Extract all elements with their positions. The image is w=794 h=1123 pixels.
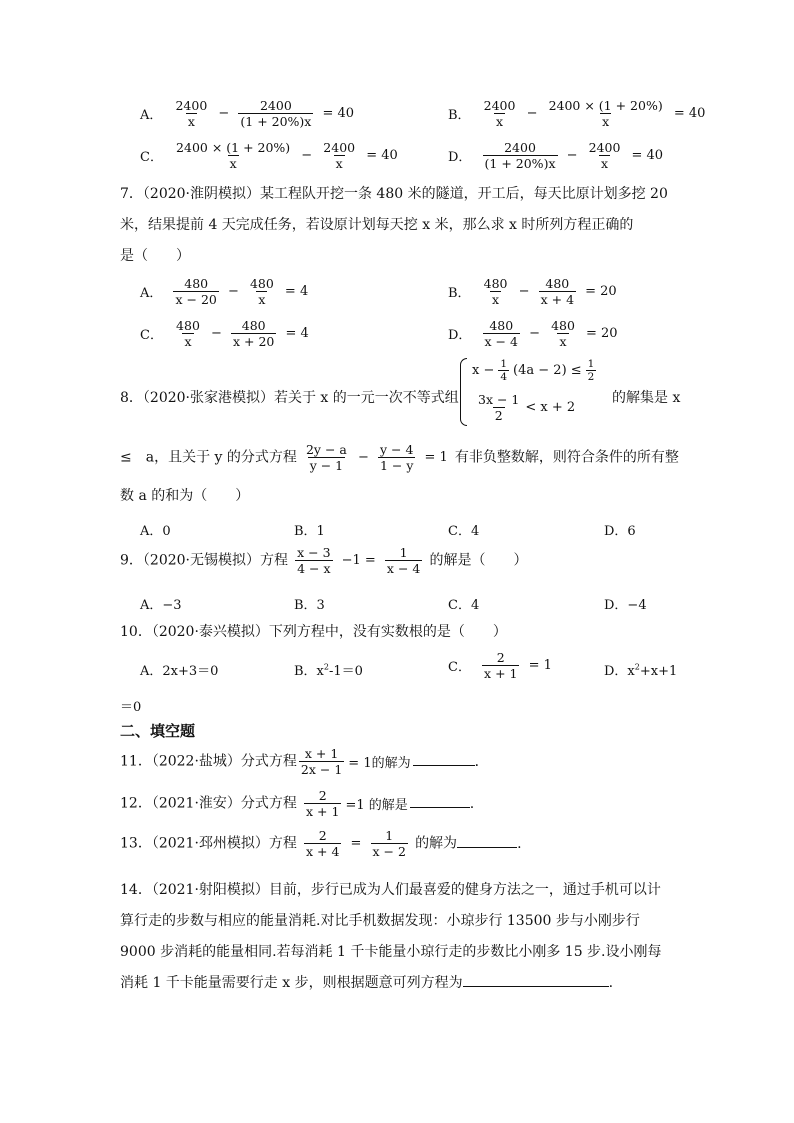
fraction: $\frac{x + 1}{2x - 1}$: [300, 746, 343, 777]
q9-option-d: D．−4: [604, 598, 647, 613]
inequality-1: x − $\frac{1}{4}$ (4a − 2) ≤ $\frac{1}{2}$: [472, 358, 595, 383]
answer-blank[interactable]: [410, 793, 470, 808]
q10-option-c: C． $\frac{2}{x + 1}$ = 1: [448, 650, 552, 681]
q10-option-d-continued: ＝0: [120, 700, 142, 715]
fraction: $\frac{2400}{(1 + 20\%)x}$: [240, 98, 312, 129]
fraction: $\frac{2}{x + 1}$: [306, 788, 340, 819]
inequality-2: $\frac{3x - 1}{2}$ < x + 2: [478, 392, 576, 423]
q7-option-d: D． $\frac{480}{x - 4}$ − $\frac{480}{x}$ = 20: [448, 318, 618, 349]
fraction: $\frac{y - 4}{1 - y}$: [379, 442, 414, 473]
fraction: $\frac{480}{x}$: [176, 318, 200, 349]
answer-blank[interactable]: [463, 972, 609, 987]
fraction: $\frac{2400}{x}$: [588, 140, 621, 171]
q10-stem: 10．（2020·泰兴模拟）下列方程中，没有实数根的是（ ）: [120, 624, 507, 640]
q11-stem: 11．（2022·盐城）分式方程 $\frac{x + 1}{2x - 1}$ = 1的解为 ．: [120, 746, 489, 777]
q8-stem-line3: 数 a 的和为（ ）: [120, 488, 250, 504]
q9-option-a: A．−3: [140, 598, 182, 613]
q8-option-d: D．6: [604, 524, 636, 539]
q7-stem-line3: 是（ ）: [120, 248, 190, 264]
answer-blank[interactable]: [413, 751, 475, 766]
fraction: $\frac{2}{x + 1}$: [484, 650, 518, 681]
fraction: $\frac{2400}{x}$: [175, 98, 208, 129]
fraction: $\frac{x - 3}{4 - x}$: [297, 545, 331, 576]
fraction: $\frac{480}{x}$: [249, 276, 274, 307]
q7-stem-line1: 7．（2020·淮阴模拟）某工程队开挖一条 480 米的隧道，开工后，每天比原计划多挖 20: [120, 186, 668, 202]
q9-option-b: B．3: [294, 598, 325, 613]
q7-option-a: A． $\frac{480}{x - 20}$ − $\frac{480}{x}$ = 4: [140, 276, 309, 307]
q6-option-b: B． $\frac{2400}{x}$ − $\frac{2400 \times (1 + 20\%)}{x}$ = 40: [448, 98, 706, 129]
q8-option-c: C．4: [448, 524, 480, 539]
q10-option-d: D．$x^2+x+1$: [604, 662, 678, 679]
fraction: $\frac{2400}{x}$: [323, 140, 356, 171]
q7-option-b: B． $\frac{480}{x}$ − $\frac{480}{x + 4}$ = 20: [448, 276, 617, 307]
fraction: $\frac{2400}{(1 + 20\%)x}$: [484, 140, 556, 171]
brace: [460, 358, 467, 426]
q8-stem-suffix: 的解集是 x: [612, 390, 681, 406]
fraction: $\frac{480}{x + 4}$: [540, 276, 575, 307]
q9-option-c: C．4: [448, 598, 480, 613]
q6-option-c: C． $\frac{2400 \times (1 + 20\%)}{x}$ − $\frac{2400}{x}$ = 40: [140, 140, 398, 171]
q13-stem: 13．（2021·邳州模拟）方程 $\frac{2}{x + 4}$ = $\frac{1}{x - 2}$ 的解为 .: [120, 828, 522, 859]
q10-option-a: A．2x+3＝0: [140, 664, 219, 679]
q8-option-a: A．0: [140, 524, 171, 539]
fraction: $\frac{2y - a}{y - 1}$: [305, 442, 347, 473]
fraction: $\frac{2}{x + 4}$: [306, 828, 340, 859]
q14-stem-line1: 14．（2021·射阳模拟）目前，步行已成为人们最喜爱的健身方法之一，通过手机可以计: [120, 882, 661, 898]
fraction: $\frac{480}{x + 20}$: [233, 318, 275, 349]
fraction: $\frac{480}{x - 20}$: [175, 276, 217, 307]
q7-option-c: C． $\frac{480}{x}$ − $\frac{480}{x + 20}$ = 4: [140, 318, 309, 349]
q8-option-b: B．1: [294, 524, 325, 539]
answer-blank[interactable]: [457, 833, 517, 848]
fraction: $\frac{1}{x - 4}$: [386, 545, 421, 576]
q14-stem-line2: 算行走的步数与相应的能量消耗.对比手机数据发现：小琼步行 13500 步与小刚步行: [120, 913, 640, 929]
q8-stem-prefix: 8．（2020·张家港模拟）若关于 x 的一元一次不等式组: [120, 390, 459, 406]
section-heading: 二、填空题: [120, 722, 196, 740]
fraction: $\frac{2400}{x}$: [483, 98, 516, 129]
fraction: $\frac{2400 \times (1 + 20\%)}{x}$: [548, 98, 663, 129]
fraction: $\frac{1}{x - 2}$: [372, 828, 406, 859]
q8-stem-line2: ≤ a，且关于 y 的分式方程 $\frac{2y - a}{y - 1}$ − $\frac{y - 4}{1 - y}$ = 1 有非负整数解，则符合条件的所有整: [120, 442, 679, 473]
q12-stem: 12．（2021·淮安）分式方程 $\frac{2}{x + 1}$ =1 的解是 .: [120, 788, 475, 819]
q10-option-b: B．$x^2-1=0$: [294, 662, 363, 679]
fraction: $\frac{480}{x - 4}$: [484, 318, 518, 349]
q14-stem-line4: 消耗 1 千卡能量需要行走 x 步，则根据题意可列方程为 .: [120, 972, 613, 993]
fraction: $\frac{480}{x}$: [551, 318, 575, 349]
q6-option-a: A． $\frac{2400}{x}$ − $\frac{2400}{(1 + 20\%)x}$ = 40: [140, 98, 355, 129]
q9-stem: 9．（2020·无锡模拟）方程 $\frac{x - 3}{4 - x}$ −1 = $\frac{1}{x - 4}$ 的解是（ ）: [120, 545, 528, 576]
q7-stem-line2: 米，结果提前 4 天完成任务，若设原计划每天挖 x 米，那么求 x 时所列方程正确的: [120, 217, 634, 233]
fraction: $\frac{480}{x}$: [483, 276, 508, 307]
fraction: $\frac{2400 \times (1 + 20\%)}{x}$: [176, 140, 291, 171]
q14-stem-line3: 9000 步消耗的能量相同.若每消耗 1 千卡能量小琼行走的步数比小刚多 15 步.设小刚每: [120, 944, 662, 960]
q6-option-d: D． $\frac{2400}{(1 + 20\%)x}$ − $\frac{2400}{x}$ = 40: [448, 140, 664, 171]
